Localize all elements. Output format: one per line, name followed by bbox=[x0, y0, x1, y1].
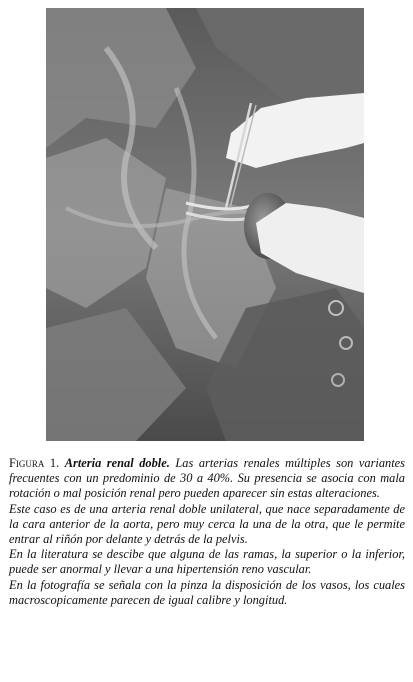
caption-paragraph: En la literatura se descibe que alguna de las ramas, la superior o la inferior, puede ser anormal y llevar a una hipertensión reno vascular. bbox=[9, 547, 405, 577]
caption-paragraph: En la fotografía se señala con la pinza la disposición de los vasos, los cuales macroscopicamente parecen de igual calibre y longitud. bbox=[9, 577, 405, 607]
figure-label: Figura 1. bbox=[9, 456, 60, 470]
figure-caption bbox=[9, 456, 405, 608]
caption-paragraph: Este caso es de una arteria renal doble unilateral, que nace separadamente de la cara anterior de la aorta, pero muy cerca la una de la otra, que le permite entrar al riñón por delante y detrás de la pelvis. bbox=[9, 501, 405, 547]
figure-title: Arteria renal doble. bbox=[64, 456, 170, 470]
photo-illustration bbox=[46, 8, 364, 441]
caption-intro bbox=[9, 456, 405, 502]
caption-intro-text: Las arterias renales múltiples son variantes frecuentes con un predominio de 30 a 40%. Su presencia se asocia con mala rotación o mal posición renal pero pueden aparecer sin estas alteraciones. bbox=[9, 456, 405, 501]
anatomical-photograph bbox=[46, 8, 364, 441]
